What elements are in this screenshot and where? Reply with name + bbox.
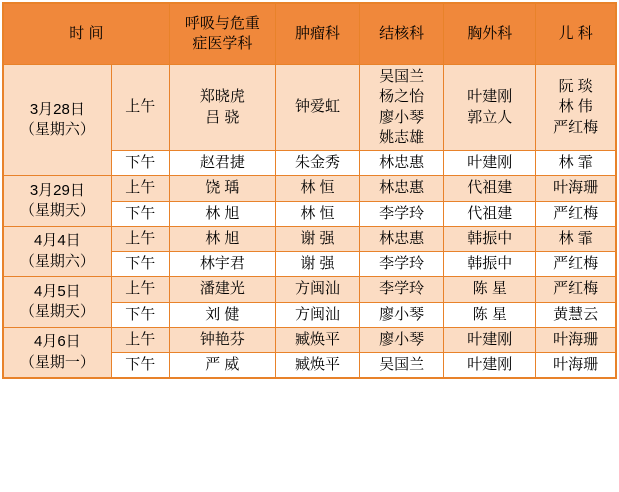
cell-thoracic: [444, 252, 536, 277]
doctor-name: 代祖建: [467, 204, 513, 222]
doctor-name: 郭立人: [467, 108, 513, 126]
cell-tuberculosis: [360, 201, 444, 226]
date-line1: 3月28日: [29, 100, 85, 118]
cell-pediatrics: [536, 302, 616, 327]
cell-pediatrics: [536, 176, 616, 201]
date-cell: [3, 176, 111, 227]
cell-oncology: [275, 226, 359, 251]
session-cell: 下午: [111, 252, 169, 277]
date-line1: 4月5日: [33, 282, 81, 300]
cell-oncology: [275, 151, 359, 176]
doctor-name: 严 威: [205, 356, 240, 373]
header-respiratory-line1: 呼吸与危重: [184, 14, 260, 32]
table-row: [3, 327, 616, 352]
doctor-name: 潘建光: [199, 280, 245, 298]
doctor-name: 钟艳芬: [199, 330, 245, 348]
session-cell: 上午: [111, 327, 169, 352]
date-line2: （星期天）: [19, 303, 95, 320]
cell-respiratory: [169, 201, 275, 226]
cell-respiratory: [169, 65, 275, 151]
header-time: 时 间: [3, 3, 169, 65]
doctor-name: 方闽汕: [294, 280, 340, 298]
cell-pediatrics: [536, 65, 616, 151]
doctor-name: 阮 琰: [558, 78, 593, 96]
cell-respiratory: [169, 353, 275, 379]
doctor-name: 林 旭: [205, 204, 240, 222]
cell-oncology: [275, 176, 359, 201]
session-cell: 下午: [111, 353, 169, 379]
date-line2: （星期六）: [19, 252, 95, 270]
doctor-name: 林宇君: [199, 255, 245, 272]
doctor-name: 姚志雄: [379, 128, 425, 146]
cell-respiratory: [169, 302, 275, 327]
doctor-name: 林 恒: [300, 179, 335, 197]
cell-thoracic: [444, 151, 536, 176]
session-cell: 下午: [111, 151, 169, 176]
cell-pediatrics: [536, 151, 616, 176]
table-row: [3, 226, 616, 251]
doctor-name: 李学玲: [379, 280, 425, 298]
session-cell: 下午: [111, 201, 169, 226]
doctor-name: 廖小琴: [379, 108, 425, 126]
doctor-name: 廖小琴: [379, 305, 425, 323]
doctor-name: 严红梅: [553, 255, 599, 272]
cell-tuberculosis: [360, 226, 444, 251]
doctor-name: 方闽汕: [294, 305, 340, 323]
session-cell: 上午: [111, 226, 169, 251]
doctor-name: 郑晓虎: [199, 88, 245, 106]
cell-pediatrics: [536, 277, 616, 302]
doctor-name: 吴国兰: [379, 356, 425, 373]
date-cell: [3, 277, 111, 328]
cell-thoracic: [444, 353, 536, 379]
cell-oncology: [275, 302, 359, 327]
date-cell: [3, 65, 111, 176]
doctor-name: 林 霏: [558, 154, 593, 171]
header-oncology: 肿瘤科: [275, 3, 359, 65]
doctor-name: 林 恒: [300, 204, 335, 222]
doctor-name: 叶建刚: [467, 88, 513, 106]
doctor-name: 陈 星: [472, 305, 507, 323]
cell-oncology: [275, 277, 359, 302]
header-respiratory-line2: 症医学科: [192, 35, 253, 52]
table-row: [3, 65, 616, 151]
cell-tuberculosis: [360, 353, 444, 379]
cell-thoracic: [444, 327, 536, 352]
cell-tuberculosis: [360, 277, 444, 302]
table-row: [3, 277, 616, 302]
session-cell: 下午: [111, 302, 169, 327]
doctor-name: 林 霏: [558, 229, 593, 247]
doctor-name: 钟爱虹: [294, 98, 340, 116]
doctor-name: 赵君捷: [199, 154, 245, 171]
cell-pediatrics: [536, 226, 616, 251]
doctor-name: 叶海珊: [553, 179, 599, 197]
header-row: [3, 3, 616, 65]
date-line2: （星期一）: [19, 353, 95, 371]
cell-tuberculosis: [360, 151, 444, 176]
cell-pediatrics: [536, 252, 616, 277]
date-line1: 3月29日: [29, 181, 85, 199]
date-line2: （星期天）: [19, 202, 95, 219]
cell-tuberculosis: [360, 176, 444, 201]
cell-thoracic: [444, 277, 536, 302]
cell-oncology: [275, 65, 359, 151]
cell-oncology: [275, 201, 359, 226]
doctor-name: 谢 强: [300, 229, 335, 247]
cell-respiratory: [169, 327, 275, 352]
header-respiratory: [169, 3, 275, 65]
cell-thoracic: [444, 65, 536, 151]
doctor-name: 叶海珊: [553, 330, 599, 348]
doctor-name: 叶海珊: [553, 356, 599, 373]
date-line1: 4月4日: [33, 232, 81, 250]
doctor-name: 严红梅: [553, 280, 599, 298]
doctor-name: 李学玲: [379, 204, 425, 222]
doctor-name: 吴国兰: [379, 68, 425, 85]
date-line1: 4月6日: [33, 333, 81, 351]
cell-thoracic: [444, 176, 536, 201]
doctor-name: 臧焕平: [294, 330, 340, 348]
header-pediatrics: 儿 科: [536, 3, 616, 65]
doctor-name: 林忠惠: [379, 179, 425, 197]
doctor-name: 黄慧云: [553, 305, 599, 323]
cell-respiratory: [169, 151, 275, 176]
session-cell: 上午: [111, 65, 169, 151]
doctor-name: 林忠惠: [379, 229, 425, 247]
cell-respiratory: [169, 252, 275, 277]
date-line2: （星期六）: [19, 121, 95, 139]
doctor-name: 臧焕平: [294, 356, 340, 373]
header-tuberculosis: 结核科: [360, 3, 444, 65]
cell-respiratory: [169, 176, 275, 201]
cell-thoracic: [444, 302, 536, 327]
doctor-name: 吕 骁: [205, 108, 240, 126]
cell-respiratory: [169, 226, 275, 251]
doctor-name: 朱金秀: [294, 154, 340, 171]
cell-tuberculosis: [360, 302, 444, 327]
doctor-name: 叶建刚: [467, 154, 513, 171]
doctor-name: 叶建刚: [467, 330, 513, 348]
doctor-name: 李学玲: [379, 255, 425, 272]
cell-thoracic: [444, 226, 536, 251]
session-cell: 上午: [111, 176, 169, 201]
cell-pediatrics: [536, 353, 616, 379]
doctor-name: 陈 星: [472, 280, 507, 298]
cell-respiratory: [169, 277, 275, 302]
cell-tuberculosis: [360, 252, 444, 277]
cell-tuberculosis: [360, 327, 444, 352]
doctor-name: 廖小琴: [379, 330, 425, 348]
date-cell: [3, 226, 111, 277]
doctor-name: 叶建刚: [467, 356, 513, 373]
table-row: [3, 176, 616, 201]
doctor-name: 饶 瑀: [205, 179, 240, 197]
doctor-name: 韩振中: [467, 229, 513, 247]
duty-schedule-table: [2, 2, 617, 379]
doctor-name: 林 伟: [558, 98, 593, 116]
table-header: [3, 3, 616, 65]
doctor-name: 刘 健: [205, 305, 240, 323]
cell-pediatrics: [536, 201, 616, 226]
date-cell: [3, 327, 111, 378]
cell-oncology: [275, 252, 359, 277]
cell-tuberculosis: [360, 65, 444, 151]
session-cell: 上午: [111, 277, 169, 302]
doctor-name: 杨之怡: [379, 88, 425, 106]
doctor-name: 严红梅: [553, 204, 599, 222]
doctor-name: 代祖建: [467, 179, 513, 197]
doctor-name: 林 旭: [205, 229, 240, 247]
cell-oncology: [275, 327, 359, 352]
doctor-name: 韩振中: [467, 255, 513, 272]
doctor-name: 谢 强: [300, 255, 335, 272]
doctor-name: 林忠惠: [379, 154, 425, 171]
doctor-name: 严红梅: [553, 118, 599, 136]
cell-pediatrics: [536, 327, 616, 352]
table-body: [3, 65, 616, 379]
header-thoracic: 胸外科: [444, 3, 536, 65]
cell-oncology: [275, 353, 359, 379]
cell-thoracic: [444, 201, 536, 226]
